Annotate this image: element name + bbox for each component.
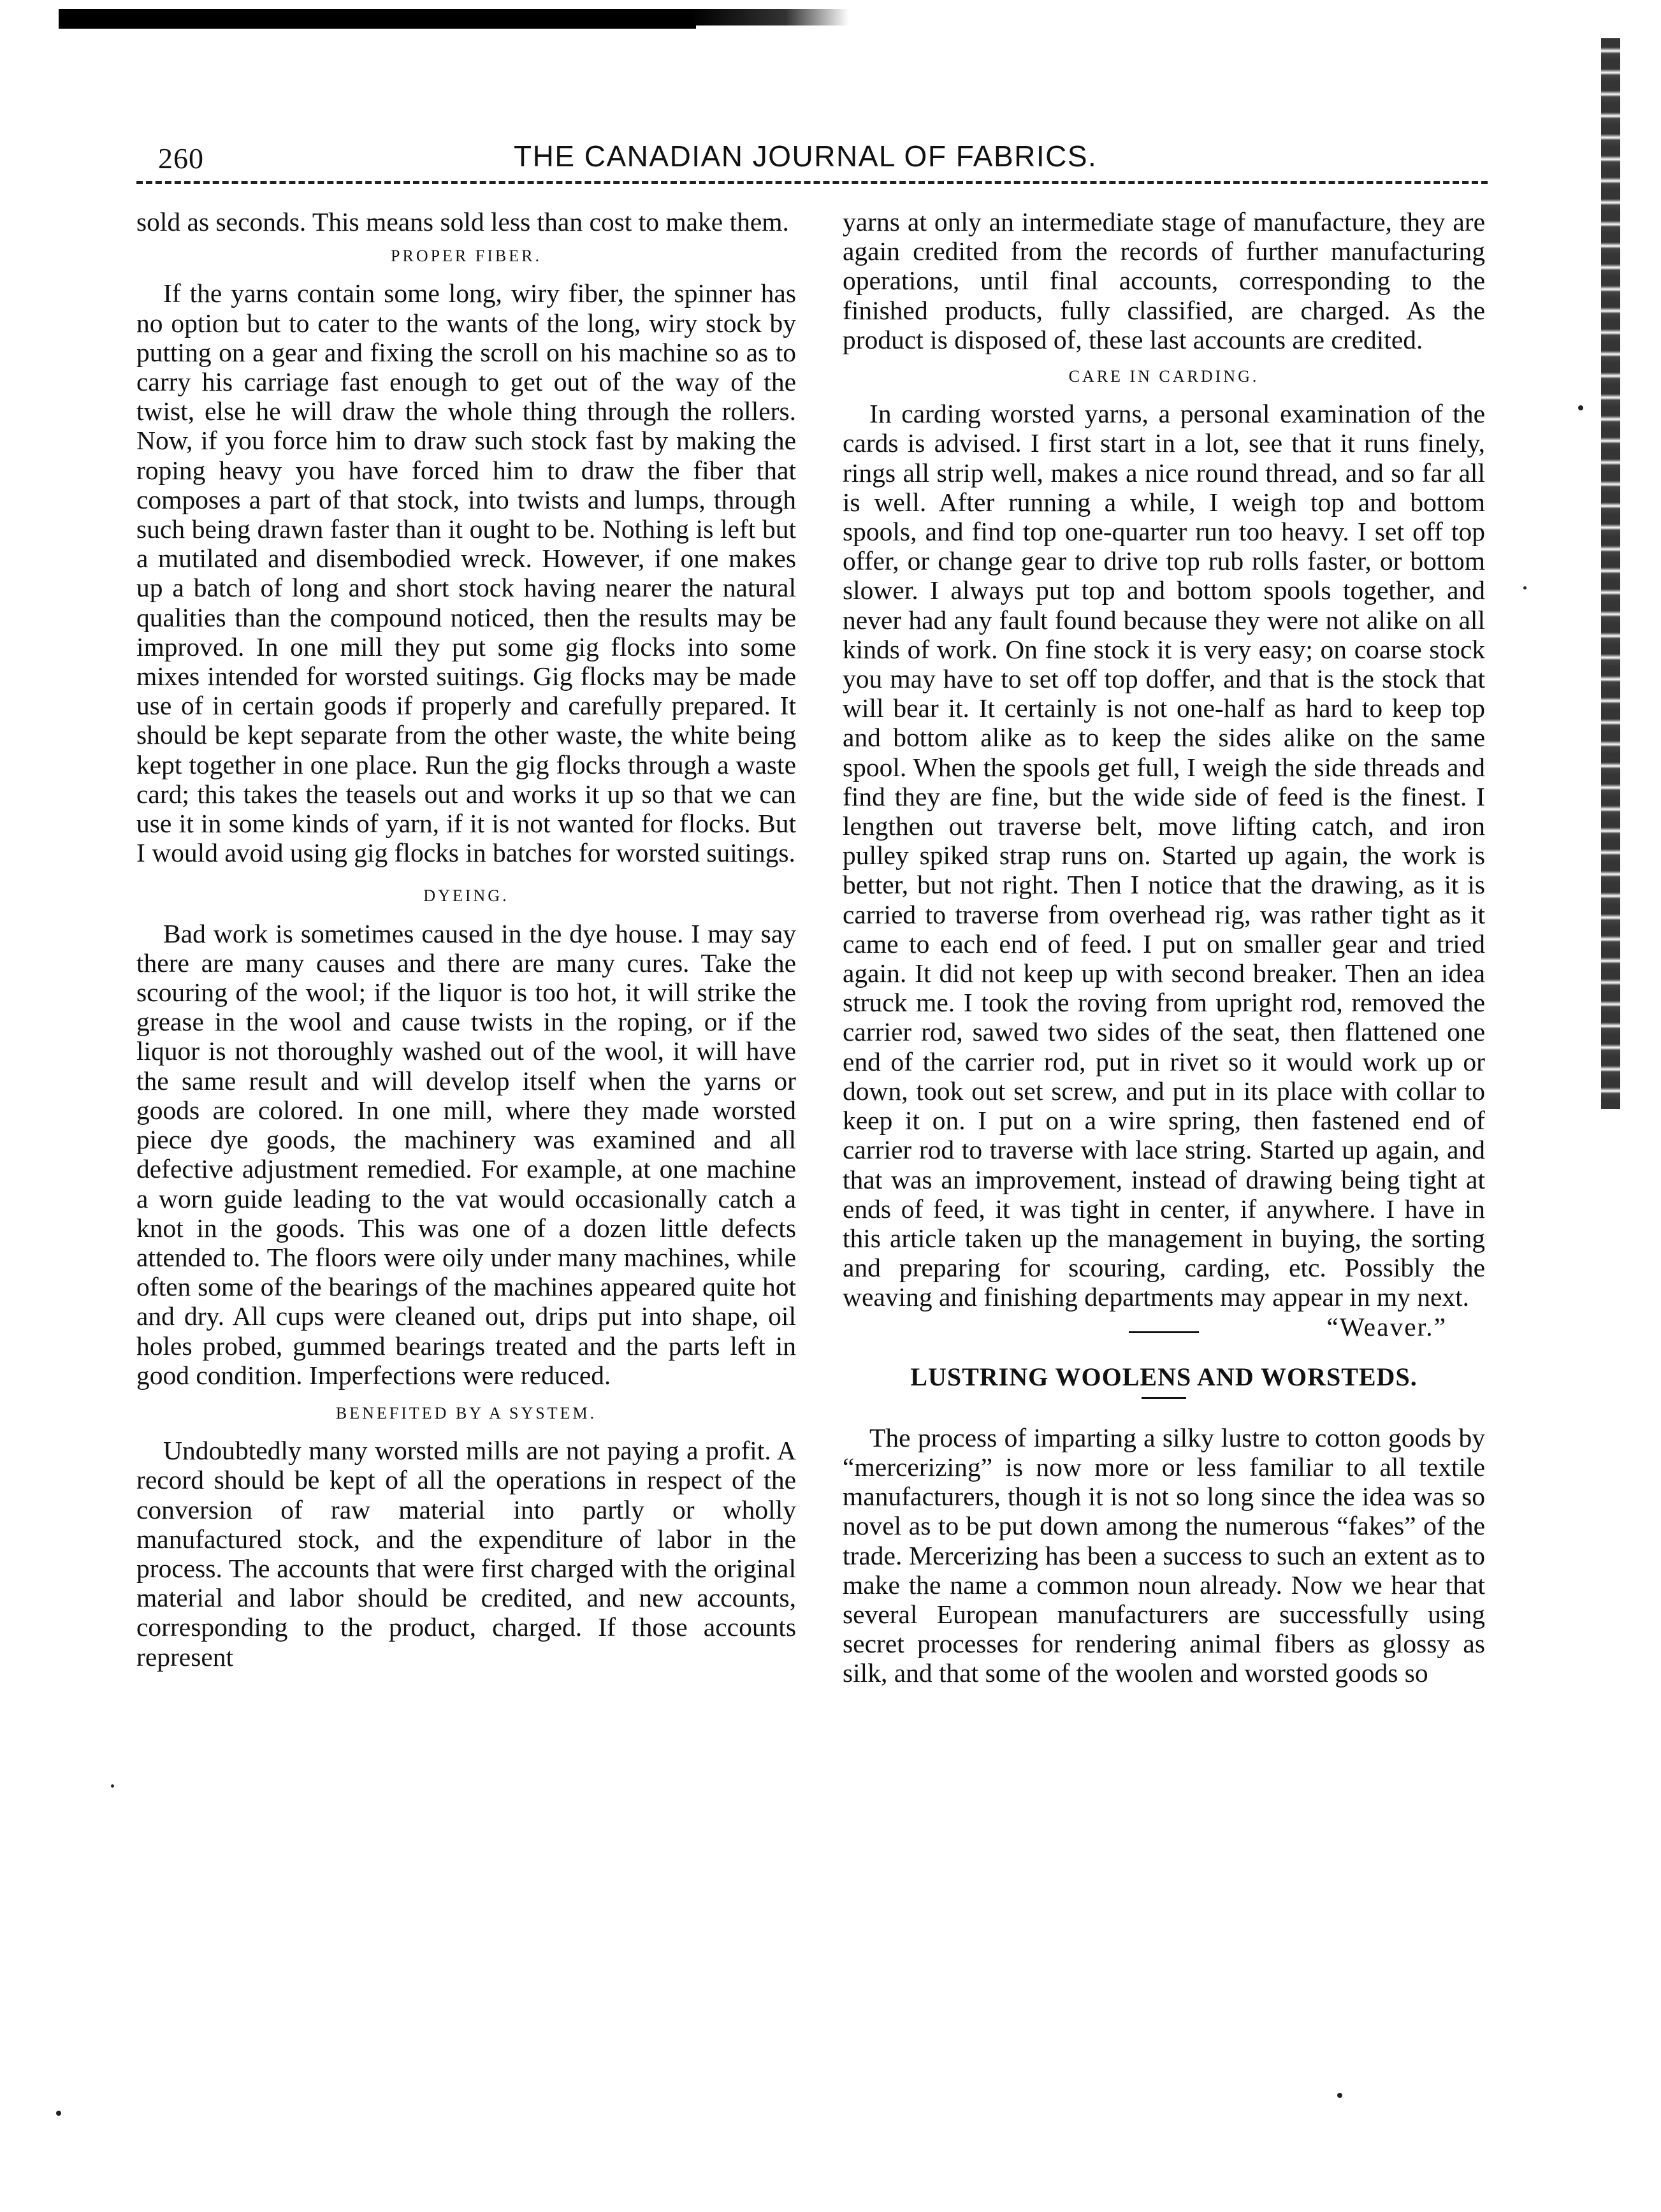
section-heading-dyeing: DYEING. [423, 886, 509, 906]
system-paragraph: Undoubtedly many worsted mills are not paying a profit. A record should be kept of all the operations in respect of the conversion of raw material into partly or wholly manufactured stock, and the expenditure of labor in the process. The accounts that were first charged with the original material and labor should be credited, and new accounts, corresponding to the product, charged. If those accounts represent [136, 1436, 796, 1672]
section-heading-benefited-by-a-system: BENEFITED BY A SYSTEM. [335, 1403, 597, 1422]
top-border-rule [59, 9, 849, 25]
article-separator-rule [1129, 1331, 1199, 1333]
scan-speck [1578, 405, 1583, 410]
page-header [0, 127, 1661, 198]
header-rule [136, 181, 1488, 184]
section-heading-proper-fiber: PROPER FIBER. [391, 247, 542, 266]
scan-speck [111, 1784, 114, 1788]
lustring-paragraph: The process of imparting a silky lustre to cotton goods by “mercerizing” is now more or less familiar to all textile manufacturers, though it is not so long since the idea was so novel as to be put down among the numerous “fakes” of the trade. Mercerizing has been a success to such an extent as to make the name a common noun already. Now we hear that several European manufacturers are successfully using secret processes for rendering animal fibers as glossy as silk, and that some of the woolen and worsted goods so [843, 1422, 1485, 1688]
scan-speck [56, 2111, 61, 2116]
proper-fiber-paragraph: If the yarns contain some long, wiry fiber, the spinner has no option but to cater to the wants of the long, wiry stock by putting on a gear and fixing the scroll on his machine so as to carry his carriage fast enough to get out of the way of the twist, else he will draw the whole thing through the rollers. Now, if you force him to draw such stock fast by making the roping heavy you have forced him to draw the fiber that composes a part of that stock, into twists and lumps, through such being drawn faster than it ought to be. Nothing is left but a mutilated and disembodied wreck. However, if one makes up a batch of long and short stock having nearer the natural qualities than the compound noticed, then the results may be improved. In one mill they put some gig flocks into some mixes intended for worsted suitings. Gig flocks may be made use of in certain goods if properly and carefully prepared. It should be kept separate from the other waste, the white being kept together in one place. Run the gig flocks through a waste card; this takes the teasels out and works it up so that we can use it in some kinds of yarn, if it is not wanted for flocks. But I would avoid using gig flocks in batches for worsted suitings. [136, 278, 796, 868]
journal-title: THE CANADIAN JOURNAL OF FABRICS. [514, 140, 1098, 173]
scan-speck [1523, 586, 1527, 589]
author-signature: “Weaver.” [1326, 1312, 1447, 1341]
continued-paragraph: yarns at only an intermediate stage of manufacture, they are again credited from the records of further manufacturing operations, until final accounts, corresponding to the finished products, fully classified, are charged. As the product is disposed of, these last accounts are credited. [843, 207, 1485, 354]
title-underline-rule [1142, 1397, 1186, 1399]
opening-paragraph: sold as seconds. This means sold less than cost to make them. [136, 207, 789, 236]
right-column [843, 207, 1485, 1688]
carding-body: In carding worsted yarns, a personal examination of the cards is advised. I first start in a lot, see that it runs finely, rings all strip well, makes a nice round thread, and so far all is well. After running a while, I weigh top and bottom spools, and find top one-quarter run too heavy. I set off top offer, or change gear to drive top rub rolls faster, or bottom slower. I always put top and bottom spools together, and never had any fault found because they were not alike on all kinds of work. On fine stock it is very easy; on coarse stock you may have to set off top doffer, and that is the stock that will bear it. It certainly is not one-half as hard to keep top and bottom alike as to keep the sides alike on the same spool. When the spools get full, I weigh the side threads and find they are fine, but the wide side of feed is the finest. I lengthen out traverse belt, move lifting catch, and iron pulley spiked strap runs on. Started up again, the work is better, but not right. Then I notice that the drawing, as it is carried to traverse from overhead rig, was rather tight as it came to each end of feed. I put on smaller gear and tried again. It did not keep up with second breaker. Then an idea struck me. I took the roving from upright rod, removed the carrier rod, sawed two sides of the seat, then flattened one end of the carrier rod, put in rivet so it would work up or down, took out set screw, and put in its place with collar to keep it on. I put on a wire spring, then fastened end of carrier rod to traverse with lace string. Started up again, and that was an improvement, instead of drawing being tight at ends of feed, it was tight in center, if anywhere. I have in this article taken up the management in buying, the sorting and preparing for scouring, carding, etc. Possibly the weaving and finishing departments may appear in my next. [843, 399, 1485, 1312]
section-heading-care-in-carding: CARE IN CARDING. [1068, 367, 1259, 386]
scan-edge-artifact [1601, 38, 1620, 1109]
left-column [136, 207, 796, 1672]
article-title: LUSTRING WOOLENS AND WORSTEDS. [910, 1362, 1418, 1391]
dyeing-paragraph: Bad work is sometimes caused in the dye house. I may say there are many causes and there are many cures. Take the scouring of the wool; if the liquor is too hot, it will strike the grease in the wool and cause twists in the roping, or if the liquor is not thoroughly washed out of the wool, it will have the same result and will develop itself when the yarns or goods are colored. In one mill, where they made worsted piece dye goods, the machinery was examined and all defective adjustment remedied. For example, at one machine a worn guide leading to the vat would occasionally catch a knot in the goods. This was one of a dozen little defects attended to. The floors were oily under many machines, while often some of the bearings of the machines appeared quite hot and dry. All cups were cleaned out, drips put into shape, oil holes probed, gummed bearings treated and the parts left in good condition. Imperfections were reduced. [136, 918, 796, 1390]
scan-speck [1337, 2093, 1342, 2098]
carding-paragraph [843, 399, 1485, 1341]
page-number: 260 [158, 142, 204, 175]
